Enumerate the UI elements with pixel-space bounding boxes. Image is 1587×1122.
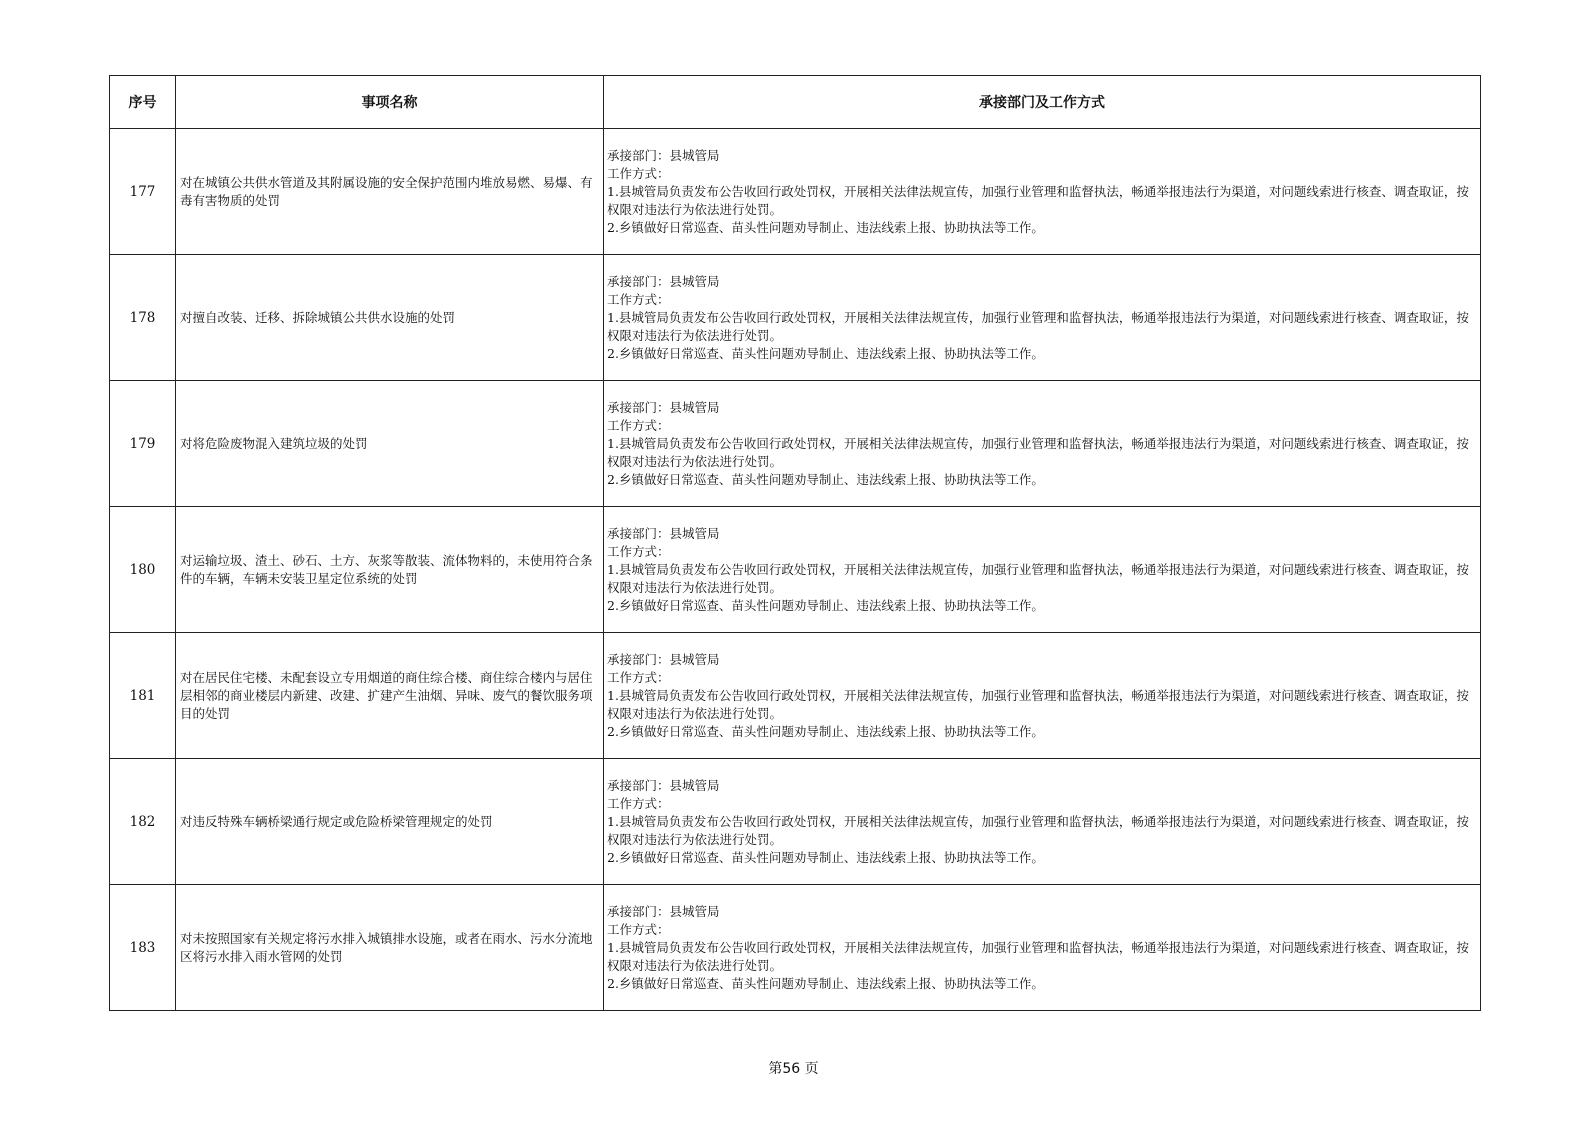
method-step-1: 1.县城管局负责发布公告收回行政处罚权，开展相关法律法规宣传，加强行业管理和监督执法，畅通举报违法行为渠道，对问题线索进行核查、调查取证，按权限对违法行为依法进行处罚。 [607,183,1469,217]
method-step-2: 2.乡镇做好日常巡查、苗头性问题劝导制止、违法线索上报、协助执法等工作。 [607,219,1044,235]
method-step-2: 2.乡镇做好日常巡查、苗头性问题劝导制止、违法线索上报、协助执法等工作。 [607,471,1044,487]
table-row [110,381,1481,507]
header-dept: 承接部门及工作方式 [604,76,1481,129]
item-name: 对违反特殊车辆桥梁通行规定或危险桥梁管理规定的处罚 [176,759,604,885]
dept-method-cell [604,381,1481,507]
dept-line: 承接部门：县城管局 [607,525,720,541]
method-step-1: 1.县城管局负责发布公告收回行政处罚权，开展相关法律法规宣传，加强行业管理和监督执法，畅通举报违法行为渠道，对问题线索进行核查、调查取证，按权限对违法行为依法进行处罚。 [607,435,1469,469]
dept-method-cell [604,885,1481,1011]
method-step-2: 2.乡镇做好日常巡查、苗头性问题劝导制止、违法线索上报、协助执法等工作。 [607,597,1044,613]
row-number: 178 [110,255,176,381]
dept-line: 承接部门：县城管局 [607,903,720,919]
table-row [110,759,1481,885]
method-step-1: 1.县城管局负责发布公告收回行政处罚权，开展相关法律法规宣传，加强行业管理和监督执法，畅通举报违法行为渠道，对问题线索进行核查、调查取证，按权限对违法行为依法进行处罚。 [607,813,1469,847]
table-row [110,255,1481,381]
item-name: 对未按照国家有关规定将污水排入城镇排水设施，或者在雨水、污水分流地区将污水排入雨水管网的处罚 [176,885,604,1011]
method-step-2: 2.乡镇做好日常巡查、苗头性问题劝导制止、违法线索上报、协助执法等工作。 [607,849,1044,865]
item-name: 对在居民住宅楼、未配套设立专用烟道的商住综合楼、商住综合楼内与居住层相邻的商业楼层内新建、改建、扩建产生油烟、异味、废气的餐饮服务项目的处罚 [176,633,604,759]
dept-method-cell [604,129,1481,255]
method-step-2: 2.乡镇做好日常巡查、苗头性问题劝导制止、违法线索上报、协助执法等工作。 [607,975,1044,991]
method-label: 工作方式： [607,291,670,307]
method-label: 工作方式： [607,543,670,559]
dept-method-cell [604,507,1481,633]
item-name: 对运输垃圾、渣土、砂石、土方、灰浆等散装、流体物料的，未使用符合条件的车辆，车辆未安装卫星定位系统的处罚 [176,507,604,633]
table-row [110,633,1481,759]
row-number: 179 [110,381,176,507]
method-step-2: 2.乡镇做好日常巡查、苗头性问题劝导制止、违法线索上报、协助执法等工作。 [607,723,1044,739]
method-step-1: 1.县城管局负责发布公告收回行政处罚权，开展相关法律法规宣传，加强行业管理和监督执法，畅通举报违法行为渠道，对问题线索进行核查、调查取证，按权限对违法行为依法进行处罚。 [607,939,1469,973]
dept-line: 承接部门：县城管局 [607,651,720,667]
item-name: 对擅自改装、迁移、拆除城镇公共供水设施的处罚 [176,255,604,381]
method-step-1: 1.县城管局负责发布公告收回行政处罚权，开展相关法律法规宣传，加强行业管理和监督执法，畅通举报违法行为渠道，对问题线索进行核查、调查取证，按权限对违法行为依法进行处罚。 [607,687,1469,721]
row-number: 183 [110,885,176,1011]
dept-method-cell [604,759,1481,885]
header-row [110,76,1481,129]
row-number: 180 [110,507,176,633]
method-label: 工作方式： [607,795,670,811]
page-number: 第56 页 [768,1061,819,1077]
header-name: 事项名称 [176,76,604,129]
item-name: 对将危险废物混入建筑垃圾的处罚 [176,381,604,507]
method-label: 工作方式： [607,921,670,937]
method-step-1: 1.县城管局负责发布公告收回行政处罚权，开展相关法律法规宣传，加强行业管理和监督执法，畅通举报违法行为渠道，对问题线索进行核查、调查取证，按权限对违法行为依法进行处罚。 [607,561,1469,595]
item-name: 对在城镇公共供水管道及其附属设施的安全保护范围内堆放易燃、易爆、有毒有害物质的处罚 [176,129,604,255]
dept-line: 承接部门：县城管局 [607,399,720,415]
row-number: 177 [110,129,176,255]
dept-line: 承接部门：县城管局 [607,273,720,289]
dept-method-cell [604,255,1481,381]
dept-line: 承接部门：县城管局 [607,777,720,793]
dept-method-cell [604,633,1481,759]
row-number: 182 [110,759,176,885]
table-row [110,129,1481,255]
dept-line: 承接部门：县城管局 [607,147,720,163]
method-label: 工作方式： [607,165,670,181]
method-step-1: 1.县城管局负责发布公告收回行政处罚权，开展相关法律法规宣传，加强行业管理和监督执法，畅通举报违法行为渠道，对问题线索进行核查、调查取证，按权限对违法行为依法进行处罚。 [607,309,1469,343]
method-label: 工作方式： [607,417,670,433]
header-no: 序号 [110,76,176,129]
authority-table [109,75,1481,1011]
method-label: 工作方式： [607,669,670,685]
table-row [110,507,1481,633]
method-step-2: 2.乡镇做好日常巡查、苗头性问题劝导制止、违法线索上报、协助执法等工作。 [607,345,1044,361]
row-number: 181 [110,633,176,759]
table-row [110,885,1481,1011]
